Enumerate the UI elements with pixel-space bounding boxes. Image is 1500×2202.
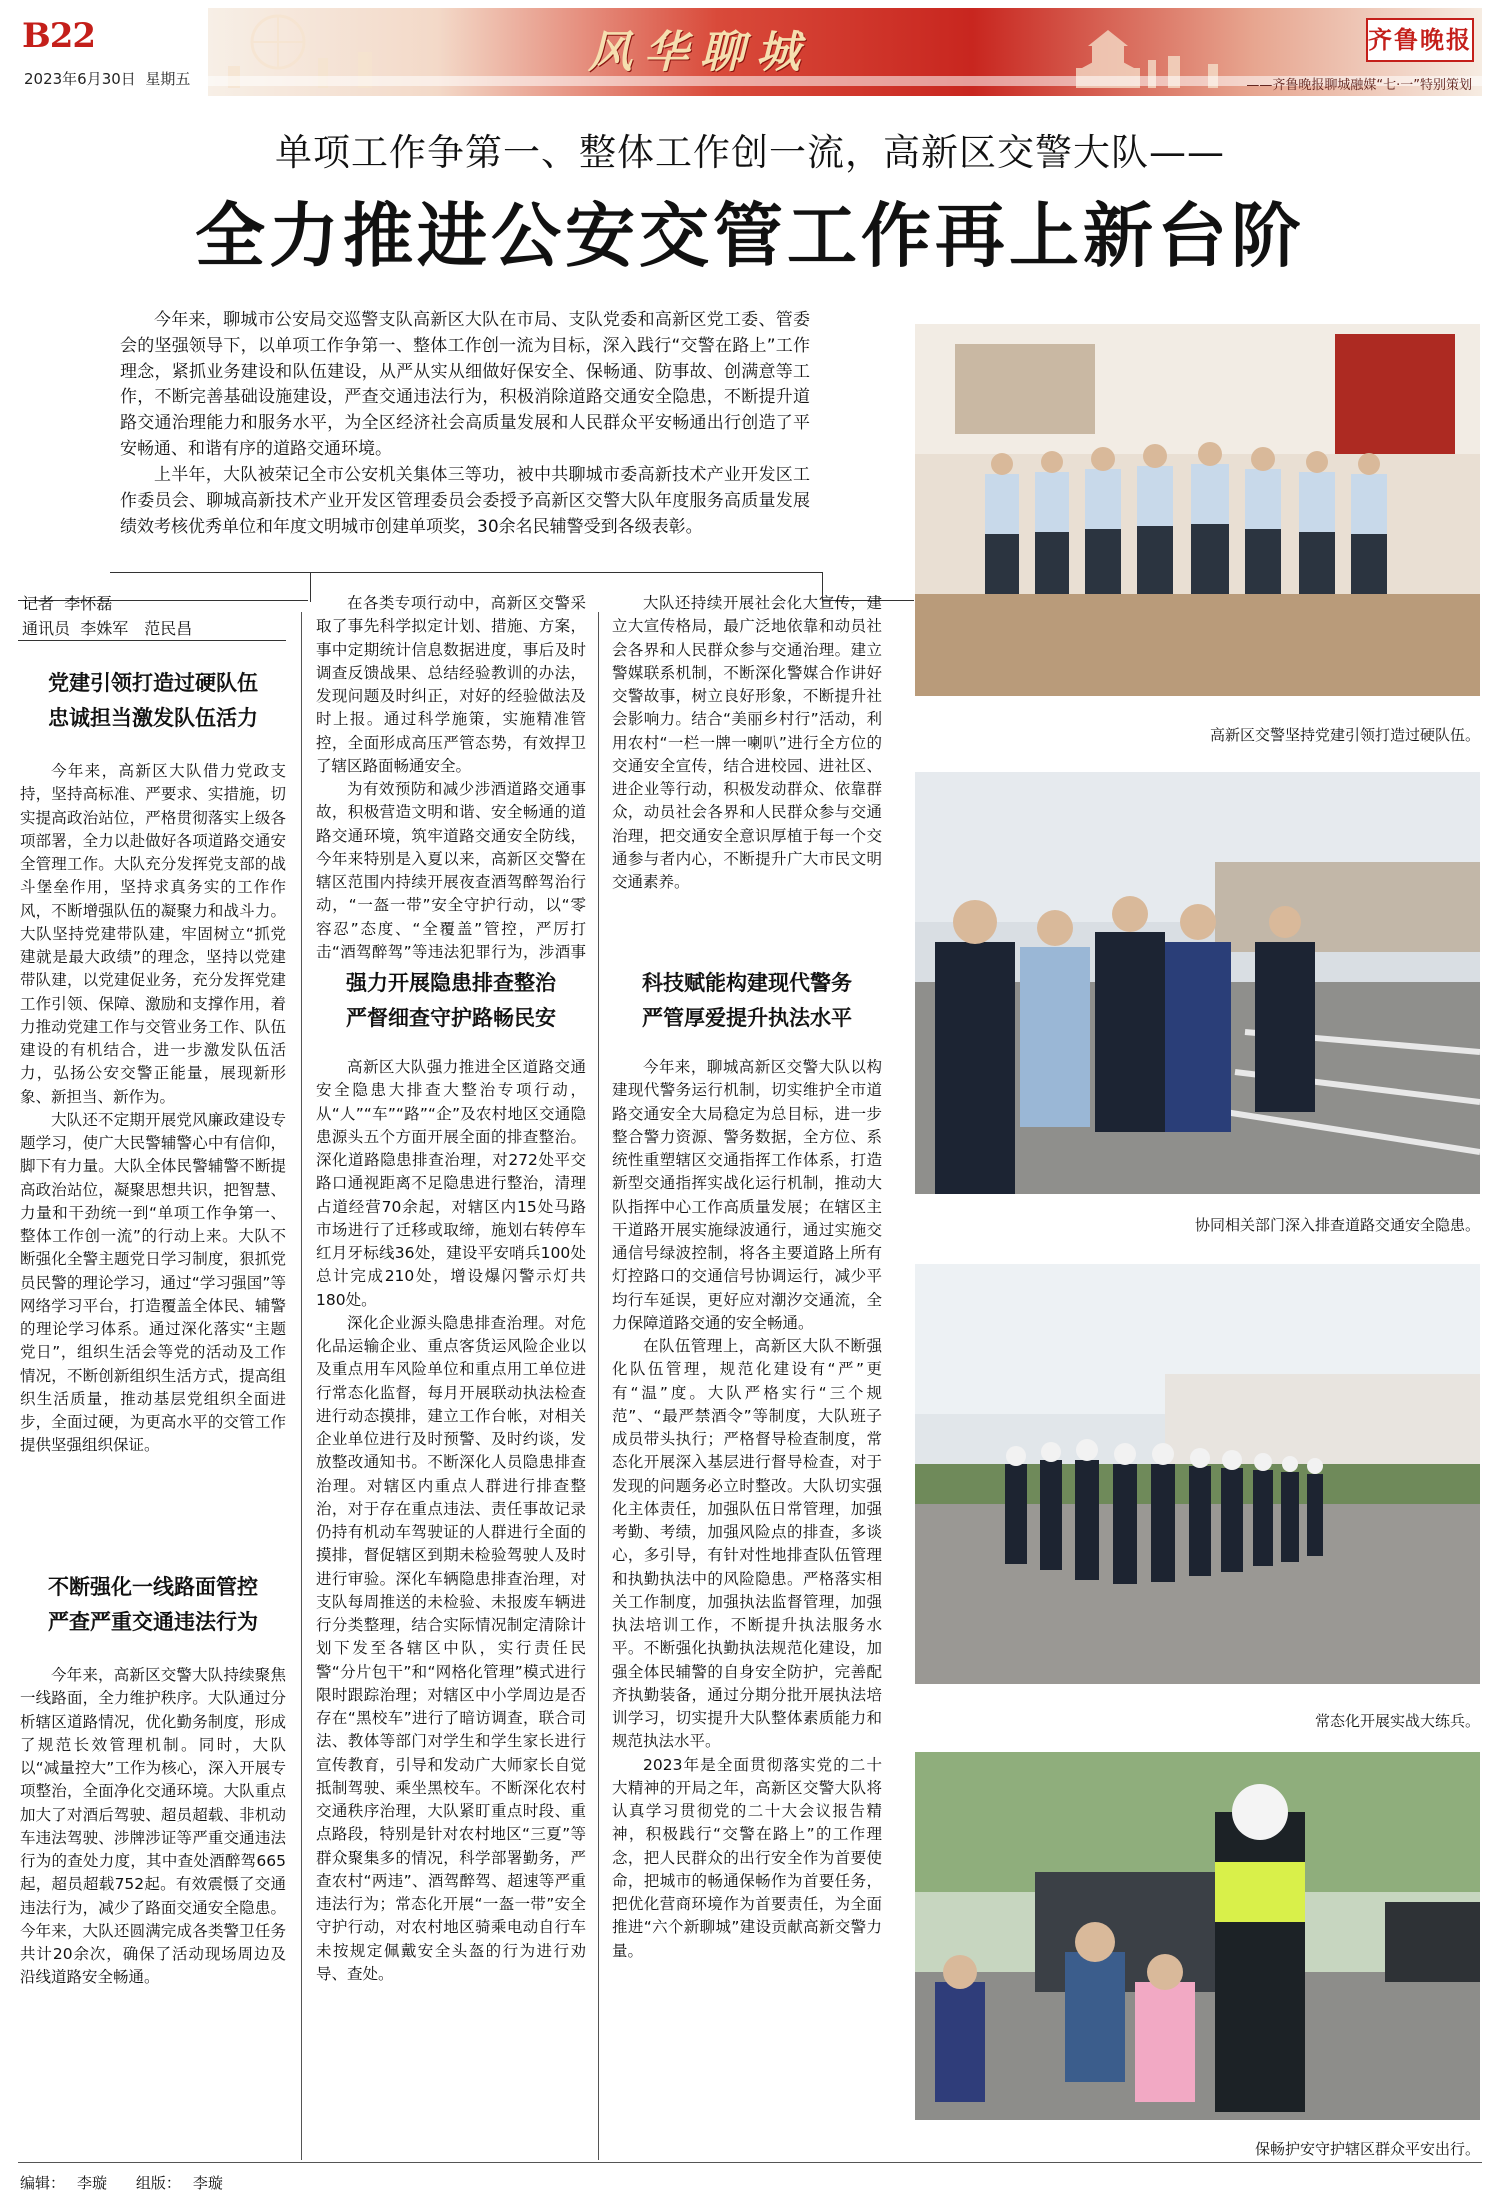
photo-caption: 保畅护安守护辖区群众平安出行。 — [1254, 2140, 1480, 2158]
photo-police-oath — [915, 324, 1480, 696]
date-line — [24, 68, 190, 89]
layout-credit — [136, 2174, 235, 2192]
section-heading — [612, 966, 882, 1035]
reporter-line — [22, 592, 292, 617]
article-column — [20, 760, 286, 1605]
body-paragraph: 在各类专项行动中，高新区交警采取了事先科学拟定计划、措施、方案，事中定期统计信息数据进度，事后及时调查反馈战果、总结经验教训的办法，发现问题及时纠正，对好的经验做法及时上报。通过科学施策，实施精准管控，全面形成高压严管态势，有效捍卫了辖区路面畅通安全。 — [316, 594, 586, 775]
article-column — [612, 1056, 882, 2160]
byline-divider — [18, 640, 286, 641]
special-feature-note: ——齐鲁晚报聊城融媒“七·一”特别策划 — [1246, 78, 1472, 93]
section-heading-line: 忠诚担当激发队伍活力 — [48, 705, 258, 730]
lead-paragraph: 今年来，聊城市公安局交巡警支队高新区大队在市局、支队党委和高新区党工委、管委会的坚强领导下，以单项工作争第一、整体工作创一流为目标，深入践行“交警在路上”工作理念，紧抓业务建设和队伍建设，从严从实从细做好保安全、保畅通、防事故、创满意等工作，不断完善基础设施建设，严查交通违法行为，积极消除道路交通安全隐患，不断提升道路交通治理能力和服务水平，为全区经济社会高质量发展和人民群众平安畅通出行创造了平安畅通、和谐有序的道路交通环境。 — [120, 310, 810, 460]
body-paragraph: 今年来，聊城高新区交警大队以构建现代警务运行机制，切实维护全市道路交通安全大局稳定为总目标，进一步整合警力资源、警务数据，全方位、系统性重塑辖区交通指挥工作体系，打造新型交通指挥实战化运行机制，推动大队指挥中心工作高质量发展；在辖区主干道路开展实施绿波通行，通过实施交通信号绿波控制，将各主要道路上所有灯控路口的交通信号协调运行，减少平均行车延误，更好应对潮汐交通流，全力保障道路交通的安全畅通。 — [612, 1058, 882, 1332]
body-paragraph: 在队伍管理上，高新区大队不断强化队伍管理，规范化建设有“严”更有“温”度。大队严格实行“三个规范”、“最严禁酒令”等制度，大队班子成员带头执行；严格督导检查制度，常态化开展深入基层进行督导检查，对于发现的问题务必立时整改。大队切实强化主体责任，加强队伍日常管理，加强考勤、考绩，加强风险点的排查，多谈心，多引导，有针对性地排查队伍管理和执勤执法中的风险隐患。严格落实相关工作制度，加强执法监督管理，加强执法培训工作，不断提升执法服务水平。不断强化执勤执法规范化建设，加强全体民辅警的自身安全防护，完善配齐执勤装备，通过分期分批开展执法培训学习，切实提升大队整体素质能力和规范执法水平。 — [612, 1337, 882, 1751]
body-paragraph: 深化企业源头隐患排查治理。对危化品运输企业、重点客货运风险企业以及重点用车风险单位和重点用工单位进行常态化监督，每月开展联动执法检查进行动态摸排，建立工作台帐，对相关企业单位进行及时预警、及时约谈，发放整改通知书。不断深化人员隐患排查治理。对辖区内重点人群进行排查整治，对于存在重点违法、责任事故记录仍持有机动车驾驶证的人群进行全面的摸排，督促辖区到期未检验驾驶人及时进行审验。深化车辆隐患排查治理，对支队每周推送的未检验、未报废车辆进行分类整理，结合实际情况制定清除计划下发至各辖区中队，实行责任民警“分片包干”和“网格化管理”模式进行限时跟踪治理；对辖区中小学周边是否存在“黑校车”进行了暗访调查，联合司法、教体等部门对学生和学生家长进行宣传教育，引导和发动广大师家长自觉抵制驾驶、乘坐黑校车。不断深化农村交通秩序治理，大队紧盯重点时段、重点路段，特别是针对农村地区“三夏”等群众聚集多的情况，科学部署勤务，严查农村“两违”、酒驾醉驾、超速等严重违法行为；常态化开展“一盔一带”安全守护行动，对农村地区骑乘电动自行车未按规定佩戴安全头盔的行为进行劝导、查处。 — [316, 1313, 586, 1983]
body-paragraph: 今年来，高新区交警大队持续聚焦一线路面，全力维护秩序。大队通过分析辖区道路情况，优化勤务制度，形成了规范长效管理机制。同时，大队以“减量控大”工作为核心，深入开展专项整治，全面净化交通环境。大队重点加大了对酒后驾驶、超员超载、非机动车违法驾驶、涉牌涉证等严重交通违法行为的查处力度，其中查处酒醉驾665起，超员超载752起。有效震慑了交通违法行为，减少了路面交通安全隐患。今年来，大队还圆满完成各类警卫任务共计20余次，确保了活动现场周边及沿线道路安全畅通。 — [20, 1666, 286, 1987]
column-rule — [301, 612, 302, 2160]
section-heading-line: 科技赋能构建现代警务 — [642, 971, 852, 995]
section-heading — [20, 1570, 286, 1639]
headline-main: 全力推进公安交管工作再上新台阶 — [195, 194, 1305, 277]
body-paragraph: 大队还不定期开展党风廉政建设专题学习，使广大民警辅警心中有信仰，脚下有力量。大队全体民警辅警不断提高政治站位，凝聚思想共识，把智慧、力量和干劲统一到“单项工作争第一、整体工作创一流”的行动上来。大队不断强化全警主题党日学习制度，狠抓党员民警的理论学习，通过“学习强国”等网络学习平台，打造覆盖全体民、辅警的理论学习体系。通过深化落实“主题党日”，组织生活会等党的活动及工作情况，不断创新组织生活方式，提高组织生活质量，推动基层党组织全面进步，全面过硬，为更高水平的交管工作提供坚强组织保证。 — [20, 1110, 286, 1455]
article-column — [316, 592, 586, 962]
lead-divider-connector-left — [310, 572, 311, 602]
section-heading-line: 强力开展隐患排查整治 — [346, 971, 556, 995]
section-heading-line: 严查严重交通违法行为 — [48, 1609, 258, 1634]
editor-label: 编辑： — [20, 2174, 66, 2192]
editor-credit — [20, 2174, 119, 2192]
body-paragraph: 今年来，高新区大队借力党政支持，坚持高标准、严要求、实措施，切实提高政治站位，严格贯彻落实上级各项部署，全力以赴做好各项道路交通安全管理工作。大队充分发挥党支部的战斗堡垒作用，坚持求真务实的工作作风，不断增强队伍的凝聚力和战斗力。大队坚持党建带队建，牢固树立“抓党建就是最大政绩”的理念，坚持以党建带队建，以党建促业务，充分发挥党建工作引领、保障、激励和支撑作用，着力推动党建工作与交管业务工作、队伍建设的有机结合，进一步激发队伍活力，弘扬公安交警正能量，展现新形象、新担当、新作为。 — [20, 762, 286, 1106]
issue-date: 2023年6月30日 — [24, 70, 136, 88]
body-paragraph: 大队还持续开展社会化大宣传，建立大宣传格局，最广泛地依靠和动员社会各界和人民群众参与交通治理。建立警媒联系机制，不断深化警媒合作讲好交警故事，树立良好形象，不断提升社会影响力。结合“美丽乡村行”活动，利用农村“一栏一牌一喇叭”进行全方位的交通安全宣传，结合进校园、进社区、进企业等行动，积极发动群众、依靠群众，动员社会各界和人民群众参与交通治理，把交通安全意识厚植于每一个交通参与者内心，不断提升广大市民文明交通素养。 — [612, 594, 882, 891]
body-paragraph: 2023年是全面贯彻落实党的二十大精神的开局之年，高新区交警大队将认真学习贯彻党的二十大会议报告精神，积极践行“交警在路上”的工作理念，把人民群众的出行安全作为首要使命，把城市的畅通保畅作为首要任务，把优化营商环境作为首要责任，为全面推进“六个新聊城”建设贡献高新交警力量。 — [612, 1755, 882, 1960]
lead-paragraph: 上半年，大队被荣记全市公安机关集体三等功，被中共聊城市委高新技术产业开发区工作委员会、聊城高新技术产业开发区管理委员会委授予高新区交警大队年度服务高质量发展绩效考核优秀单位和年度文明城市创建单项奖，30余名民辅警受到各级表彰。 — [120, 464, 810, 537]
photo-caption: 常态化开展实战大练兵。 — [1314, 1712, 1480, 1730]
section-heading — [20, 666, 286, 735]
page-number: B22 — [22, 16, 96, 56]
photo-crossing-guard — [915, 1752, 1480, 2120]
section-heading-line: 严督细查守护路畅民安 — [346, 1005, 556, 1030]
page-footer — [20, 2172, 247, 2193]
section-heading — [316, 966, 586, 1035]
photo-road-inspection — [915, 772, 1480, 1194]
photo-drill-training — [915, 1264, 1480, 1684]
correspondent-label: 通讯员 — [22, 618, 71, 638]
masthead — [18, 8, 1482, 96]
footer-divider — [18, 2162, 1482, 2163]
article-column — [20, 1664, 286, 2159]
byline — [22, 592, 292, 642]
photo-caption: 协同相关部门深入排查道路交通安全隐患。 — [1194, 1216, 1480, 1234]
column-rule — [598, 612, 599, 2160]
correspondent-line — [22, 617, 292, 642]
article-column — [316, 1056, 586, 2160]
article-column — [612, 592, 882, 962]
headline-kicker: 单项工作争第一、整体工作创一流，高新区交警大队—— — [275, 131, 1225, 174]
editor-name: 李璇 — [77, 2174, 108, 2192]
banner-title: 风华聊城 — [588, 27, 812, 78]
layout-label: 组版： — [135, 2174, 181, 2192]
body-paragraph: 高新区大队强力推进全区道路交通安全隐患大排查大整治专项行动，从“人”“车”“路”“企”及农村地区交通隐患源头五个方面开展全面的排查整治。深化道路隐患排查治理，对272处平交路口通视距离不足隐患进行整治，清理占道经营70余起，对辖区内15处马路市场进行了迁移或取缔，施划右转停车红月牙标线36处，建设平安哨兵100处总计完成210处，增设爆闪警示灯共180处。 — [316, 1058, 586, 1309]
reporter-label: 记者 — [22, 594, 55, 613]
lead-paragraphs — [120, 308, 810, 540]
section-banner — [208, 8, 1482, 96]
body-paragraph: 为有效预防和减少涉酒道路交通事故，积极营造文明和谐、安全畅通的道路交通环境，筑牢道路交通安全防线，今年来特别是入夏以来，高新区交警在辖区范围内持续开展夜查酒驾醉驾治行动，“一盔一带”安全守护行动，以“零容忍”态度、“全覆盖”管控，严厉打击“酒驾醉驾”等违法犯罪行为，涉酒事 — [316, 780, 586, 961]
layout-name: 李璇 — [192, 2174, 223, 2192]
reporter-name: 李怀磊 — [64, 594, 113, 613]
section-heading-line: 党建引领打造过硬队伍 — [48, 671, 258, 695]
section-heading-line: 不断强化一线路面管控 — [48, 1575, 258, 1599]
section-heading-line: 严管厚爱提升执法水平 — [642, 1005, 852, 1030]
photo-caption: 高新区交警坚持党建引领打造过硬队伍。 — [1209, 726, 1480, 744]
lead-divider — [110, 572, 822, 573]
newspaper-logo: 齐鲁晚报 — [1366, 18, 1474, 62]
correspondent-names: 李姝军 范民昌 — [80, 618, 193, 638]
issue-weekday: 星期五 — [145, 70, 191, 88]
